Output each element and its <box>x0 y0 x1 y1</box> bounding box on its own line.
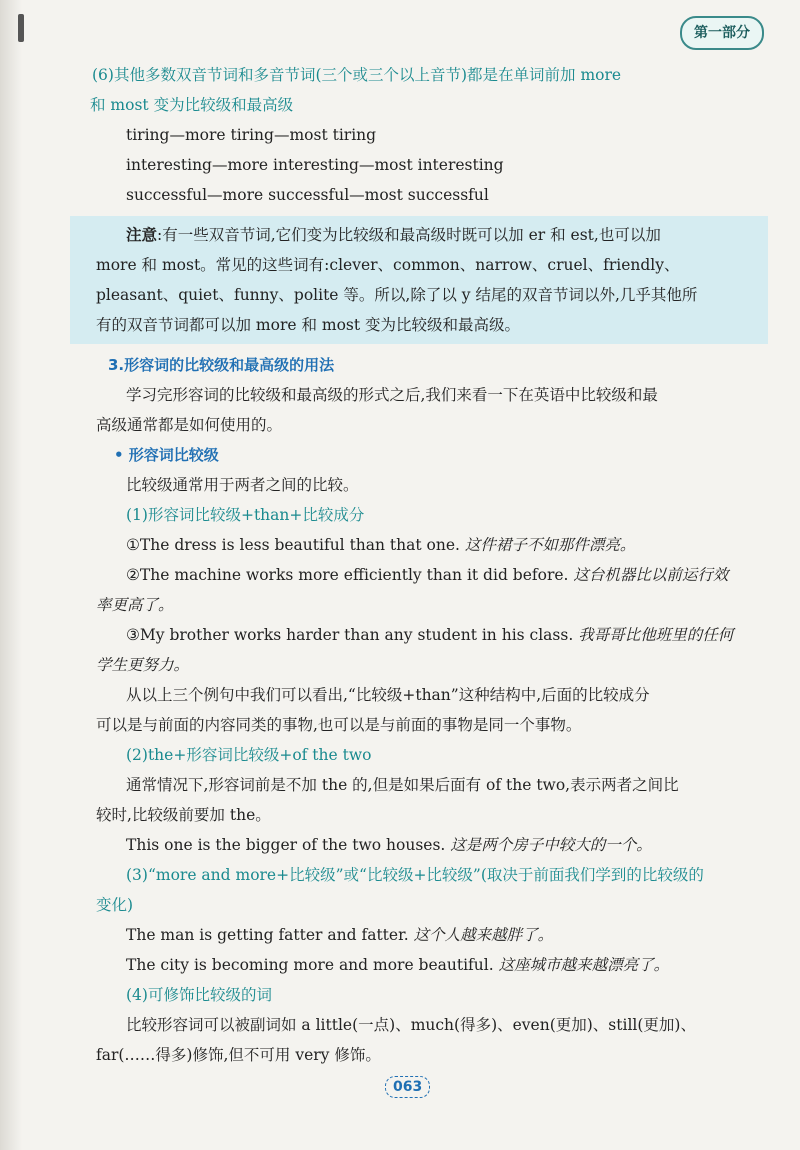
binding-mark <box>18 14 24 42</box>
note-line2: more 和 most。常见的这些词有:clever、common、narrow、cruel、friendly、 <box>96 256 680 274</box>
pattern1-example3 <box>126 620 756 650</box>
example-line: tiring—more tiring—most tiring <box>126 126 377 144</box>
rule6-line1: (6)其他多数双音节词和多音节词(三个或三个以上音节)都是在单词前加 more <box>92 66 622 84</box>
example-en: This one is the bigger of the two houses. <box>126 836 446 854</box>
note-label: 注意 <box>126 226 158 244</box>
pattern2-explain-line1: 通常情况下,形容词前是不加 the 的,但是如果后面有 of the two,表示两者之间比 <box>126 776 679 794</box>
note-box <box>70 216 768 344</box>
pattern4-line1: 比较形容词可以被副词如 a little(一点)、much(得多)、even(更加)、still(更加)、 <box>126 1016 696 1034</box>
pattern1-example2-cont: 率更高了。 <box>96 596 174 614</box>
note-line1 <box>126 220 756 250</box>
example-en: The man is getting fatter and fatter. <box>126 926 409 944</box>
section3-intro-line2: 高级通常都是如何使用的。 <box>96 416 283 434</box>
page-content <box>90 60 756 1070</box>
example-line: successful—more successful—most successful <box>126 186 489 204</box>
pattern1-example3-cont: 学生更努力。 <box>96 656 190 674</box>
example-cn: 这台机器比以前运行效 <box>568 566 729 584</box>
example-cn: 我哥哥比他班里的任何 <box>573 626 734 644</box>
pattern3-example1 <box>126 920 756 950</box>
example-cn: 这是两个房子中较大的一个。 <box>445 836 652 854</box>
example-cn: 这件裙子不如那件漂亮。 <box>459 536 636 554</box>
pattern1-example2 <box>126 560 756 590</box>
section3-intro-line1: 学习完形容词的比较级和最高级的形式之后,我们来看一下在英语中比较级和最 <box>126 386 658 404</box>
page-number: 063 <box>385 1076 430 1098</box>
note-line4: 有的双音节词都可以加 more 和 most 变为比较级和最高级。 <box>96 316 521 334</box>
note-line3: pleasant、quiet、funny、polite 等。所以,除了以 y 结尾的双音节词以外,几乎其他所 <box>96 286 698 304</box>
page-binding-shadow <box>0 0 22 1150</box>
pattern2-example <box>126 830 756 860</box>
subsection-title: • 形容词比较级 <box>114 446 219 464</box>
example-line: interesting—more interesting—most interesting <box>126 156 504 174</box>
section3-title: 3.形容词的比较级和最高级的用法 <box>108 356 335 374</box>
example-en: ②The machine works more efficiently than it did before. <box>126 566 569 584</box>
pattern4-line2: far(……得多)修饰,但不可用 very 修饰。 <box>96 1046 381 1064</box>
pattern1-example1 <box>126 530 756 560</box>
pattern1-title: (1)形容词比较级+than+比较成分 <box>126 506 365 524</box>
rule6-line2: 和 most 变为比较级和最高级 <box>90 96 294 114</box>
pattern4-title: (4)可修饰比较级的词 <box>126 986 272 1004</box>
example-en: ①The dress is less beautiful than that one. <box>126 536 460 554</box>
subsection-desc: 比较级通常用于两者之间的比较。 <box>126 476 359 494</box>
pattern1-explain-line2: 可以是与前面的内容同类的事物,也可以是与前面的事物是同一个事物。 <box>96 716 582 734</box>
example-cn: 这座城市越来越漂亮了。 <box>493 956 670 974</box>
example-en: The city is becoming more and more beautiful. <box>126 956 494 974</box>
pattern3-example2 <box>126 950 756 980</box>
example-en: ③My brother works harder than any student in his class. <box>126 626 574 644</box>
pattern1-explain-line1: 从以上三个例句中我们可以看出,“比较级+than”这种结构中,后面的比较成分 <box>126 686 650 704</box>
pattern3-title-line1: (3)“more and more+比较级”或“比较级+比较级”(取决于前面我们学到的比较级的 <box>126 866 704 884</box>
pattern2-title: (2)the+形容词比较级+of the two <box>126 746 372 764</box>
note-text1: :有一些双音节词,它们变为比较级和最高级时既可以加 er 和 est,也可以加 <box>157 226 661 244</box>
example-cn: 这个人越来越胖了。 <box>408 926 554 944</box>
section-badge: 第一部分 <box>680 16 764 50</box>
pattern3-title-line2: 变化) <box>96 896 134 914</box>
pattern2-explain-line2: 较时,比较级前要加 the。 <box>96 806 271 824</box>
